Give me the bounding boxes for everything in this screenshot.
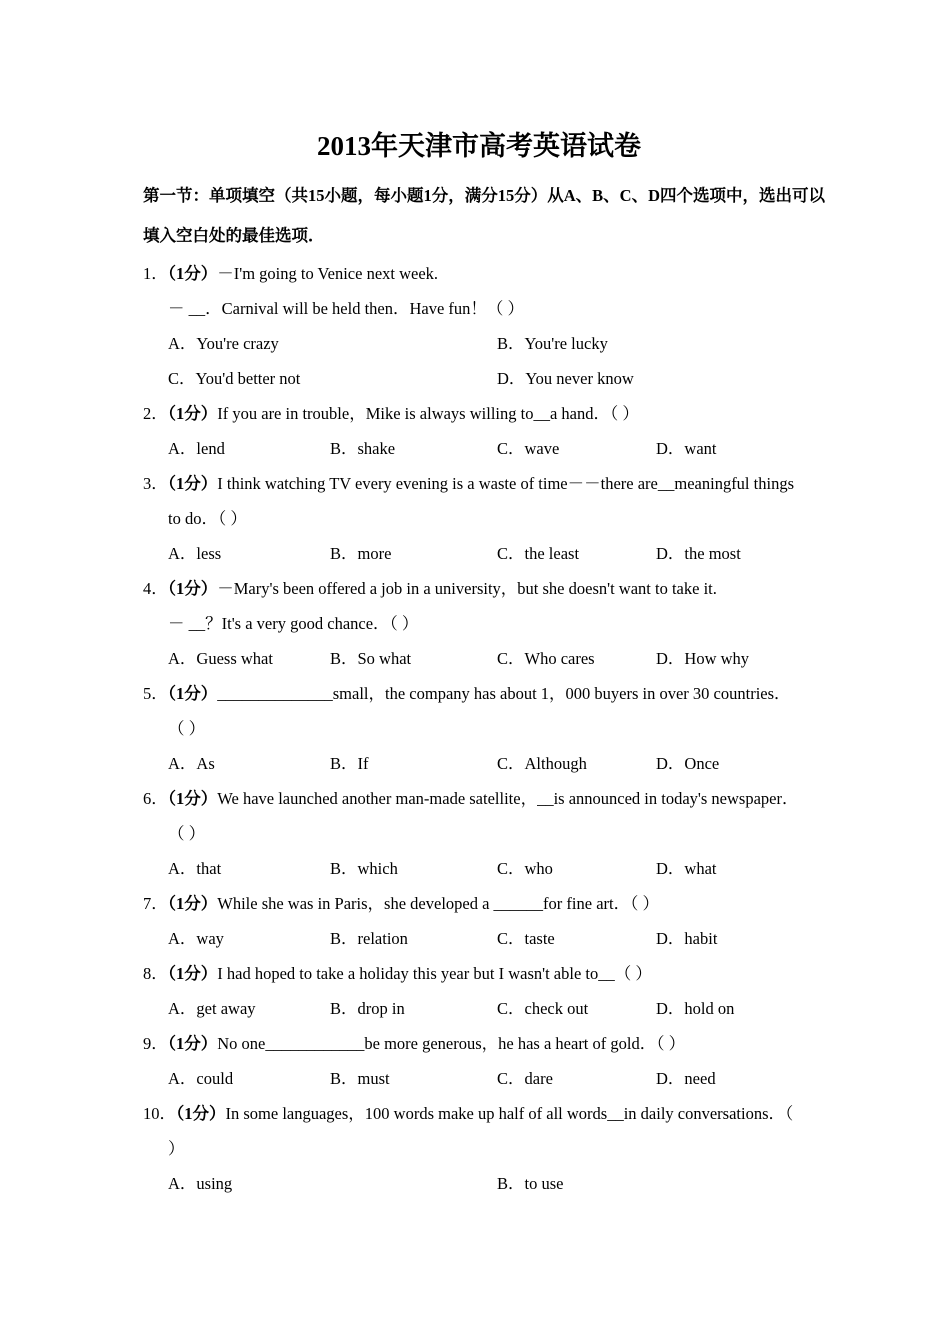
question-score: （1分） (167, 684, 218, 703)
option-a: A．way (168, 929, 224, 948)
option-a: A．using (168, 1174, 233, 1193)
question-6-stem-cont: （ ） (168, 824, 206, 843)
question-10-stem-cont: ） (168, 1139, 185, 1158)
question-score: （1分） (167, 404, 218, 423)
question-score: （1分） (167, 474, 218, 493)
option-a: A．You're crazy (168, 334, 279, 353)
option-d: D．what (656, 859, 717, 878)
question-8-stem (143, 956, 950, 991)
question-8 (143, 956, 950, 1026)
question-text: In some languages，100 words make up half of all words__in daily conversations．（ (225, 1104, 794, 1123)
section-intro-line-2: 填入空白处的最佳选项． (143, 226, 325, 245)
option-a: A．Guess what (168, 649, 273, 668)
option-b: B．relation (330, 929, 408, 948)
question-score: （1分） (167, 579, 218, 598)
question-1 (143, 256, 950, 396)
question-4-stem-cont: － __？It's a very good chance．（ ） (168, 614, 419, 633)
question-1-stem-cont: － __．Carnival will be held then．Have fun！（ ） (168, 299, 525, 318)
question-4 (143, 571, 950, 676)
option-c: C．check out (497, 999, 589, 1018)
option-b: B．So what (330, 649, 412, 668)
option-c: C．Although (497, 754, 587, 773)
question-9 (143, 1026, 950, 1096)
question-8-options (168, 991, 950, 1026)
option-b: B．shake (330, 439, 396, 458)
question-text: －I'm going to Venice next week. (217, 264, 439, 283)
option-b: B．drop in (330, 999, 405, 1018)
question-5-stem-cont: （ ） (168, 719, 206, 738)
question-10-stem (143, 1096, 950, 1131)
option-b: B．must (330, 1069, 390, 1088)
question-10 (143, 1096, 950, 1201)
question-text: We have launched another man‐made satellite，__is announced in today's newspaper． (217, 789, 799, 808)
question-text: I think watching TV every evening is a waste of time－－there are__meaningful things (217, 474, 794, 493)
option-c: C．Who cares (497, 649, 595, 668)
option-a: A．that (168, 859, 222, 878)
question-6 (143, 781, 950, 886)
question-number: 2． (143, 404, 168, 423)
question-6-options (168, 851, 950, 886)
question-1-stem (143, 256, 950, 291)
question-number: 7． (143, 894, 168, 913)
question-score: （1分） (167, 964, 218, 983)
section-intro-line-1: 第一节：单项填空（共15小题，每小题1分，满分15分）从A、B、C、D四个选项中，选出可以 (143, 186, 826, 205)
question-text: I had hoped to take a holiday this year but I wasn't able to__（ ） (217, 964, 652, 983)
question-5-options (168, 746, 950, 781)
question-3 (143, 466, 950, 571)
question-6-stem (143, 781, 950, 816)
option-a: A．could (168, 1069, 234, 1088)
option-b: B．to use (497, 1174, 564, 1193)
question-text: If you are in trouble，Mike is always willing to__a hand．（ ） (217, 404, 639, 423)
option-d: D．How why (656, 649, 750, 668)
question-number: 1． (143, 264, 168, 283)
question-number: 5． (143, 684, 168, 703)
option-c: C．dare (497, 1069, 553, 1088)
question-text: ______________small，the company has about 1，000 buyers in over 30 countries． (217, 684, 791, 703)
option-c: C．who (497, 859, 553, 878)
page-title: 2013年天津市高考英语试卷 (317, 131, 641, 161)
question-score: （1分） (176, 1104, 226, 1123)
option-c: C．You'd better not (168, 369, 301, 388)
question-2-stem (143, 396, 950, 431)
question-7-options (168, 921, 950, 956)
option-c: C．taste (497, 929, 555, 948)
option-b: B．You're lucky (497, 334, 608, 353)
question-4-options (168, 641, 950, 676)
option-b: B．more (330, 544, 392, 563)
question-score: （1分） (167, 1034, 218, 1053)
question-text: While she was in Paris，she developed a ______for fine art．（ ） (217, 894, 659, 913)
question-score: （1分） (167, 894, 218, 913)
question-number: 4． (143, 579, 168, 598)
question-3-stem-cont: to do．（ ） (168, 509, 247, 528)
question-7 (143, 886, 950, 956)
option-d: D．need (656, 1069, 716, 1088)
question-4-stem (143, 571, 950, 606)
question-number: 8． (143, 964, 168, 983)
option-a: A．less (168, 544, 222, 563)
question-9-options (168, 1061, 950, 1096)
question-text: No one____________be more generous，he has a heart of gold．（ ） (217, 1034, 686, 1053)
question-7-stem (143, 886, 950, 921)
option-d: D．You never know (497, 369, 634, 388)
option-d: D．want (656, 439, 717, 458)
option-a: A．get away (168, 999, 256, 1018)
question-5-stem (143, 676, 950, 711)
option-d: D．the most (656, 544, 741, 563)
question-number: 3． (143, 474, 168, 493)
option-b: B．If (330, 754, 369, 773)
option-c: C．the least (497, 544, 580, 563)
option-d: D．habit (656, 929, 718, 948)
option-a: A．As (168, 754, 215, 773)
question-10-options (168, 1166, 950, 1201)
option-c: C．wave (497, 439, 560, 458)
question-number: 10． (143, 1104, 176, 1123)
question-text: －Mary's been offered a job in a university，but she doesn't want to take it. (217, 579, 717, 598)
section-intro (143, 176, 950, 256)
question-2-options (168, 431, 950, 466)
option-d: D．hold on (656, 999, 735, 1018)
question-score: （1分） (167, 789, 218, 808)
question-1-options (168, 326, 950, 396)
option-d: D．Once (656, 754, 720, 773)
question-2 (143, 396, 950, 466)
option-b: B．which (330, 859, 398, 878)
question-3-options (168, 536, 950, 571)
question-number: 6． (143, 789, 168, 808)
question-score: （1分） (167, 264, 218, 283)
question-number: 9． (143, 1034, 168, 1053)
question-5 (143, 676, 950, 781)
question-9-stem (143, 1026, 950, 1061)
question-3-stem (143, 466, 950, 501)
option-a: A．lend (168, 439, 225, 458)
